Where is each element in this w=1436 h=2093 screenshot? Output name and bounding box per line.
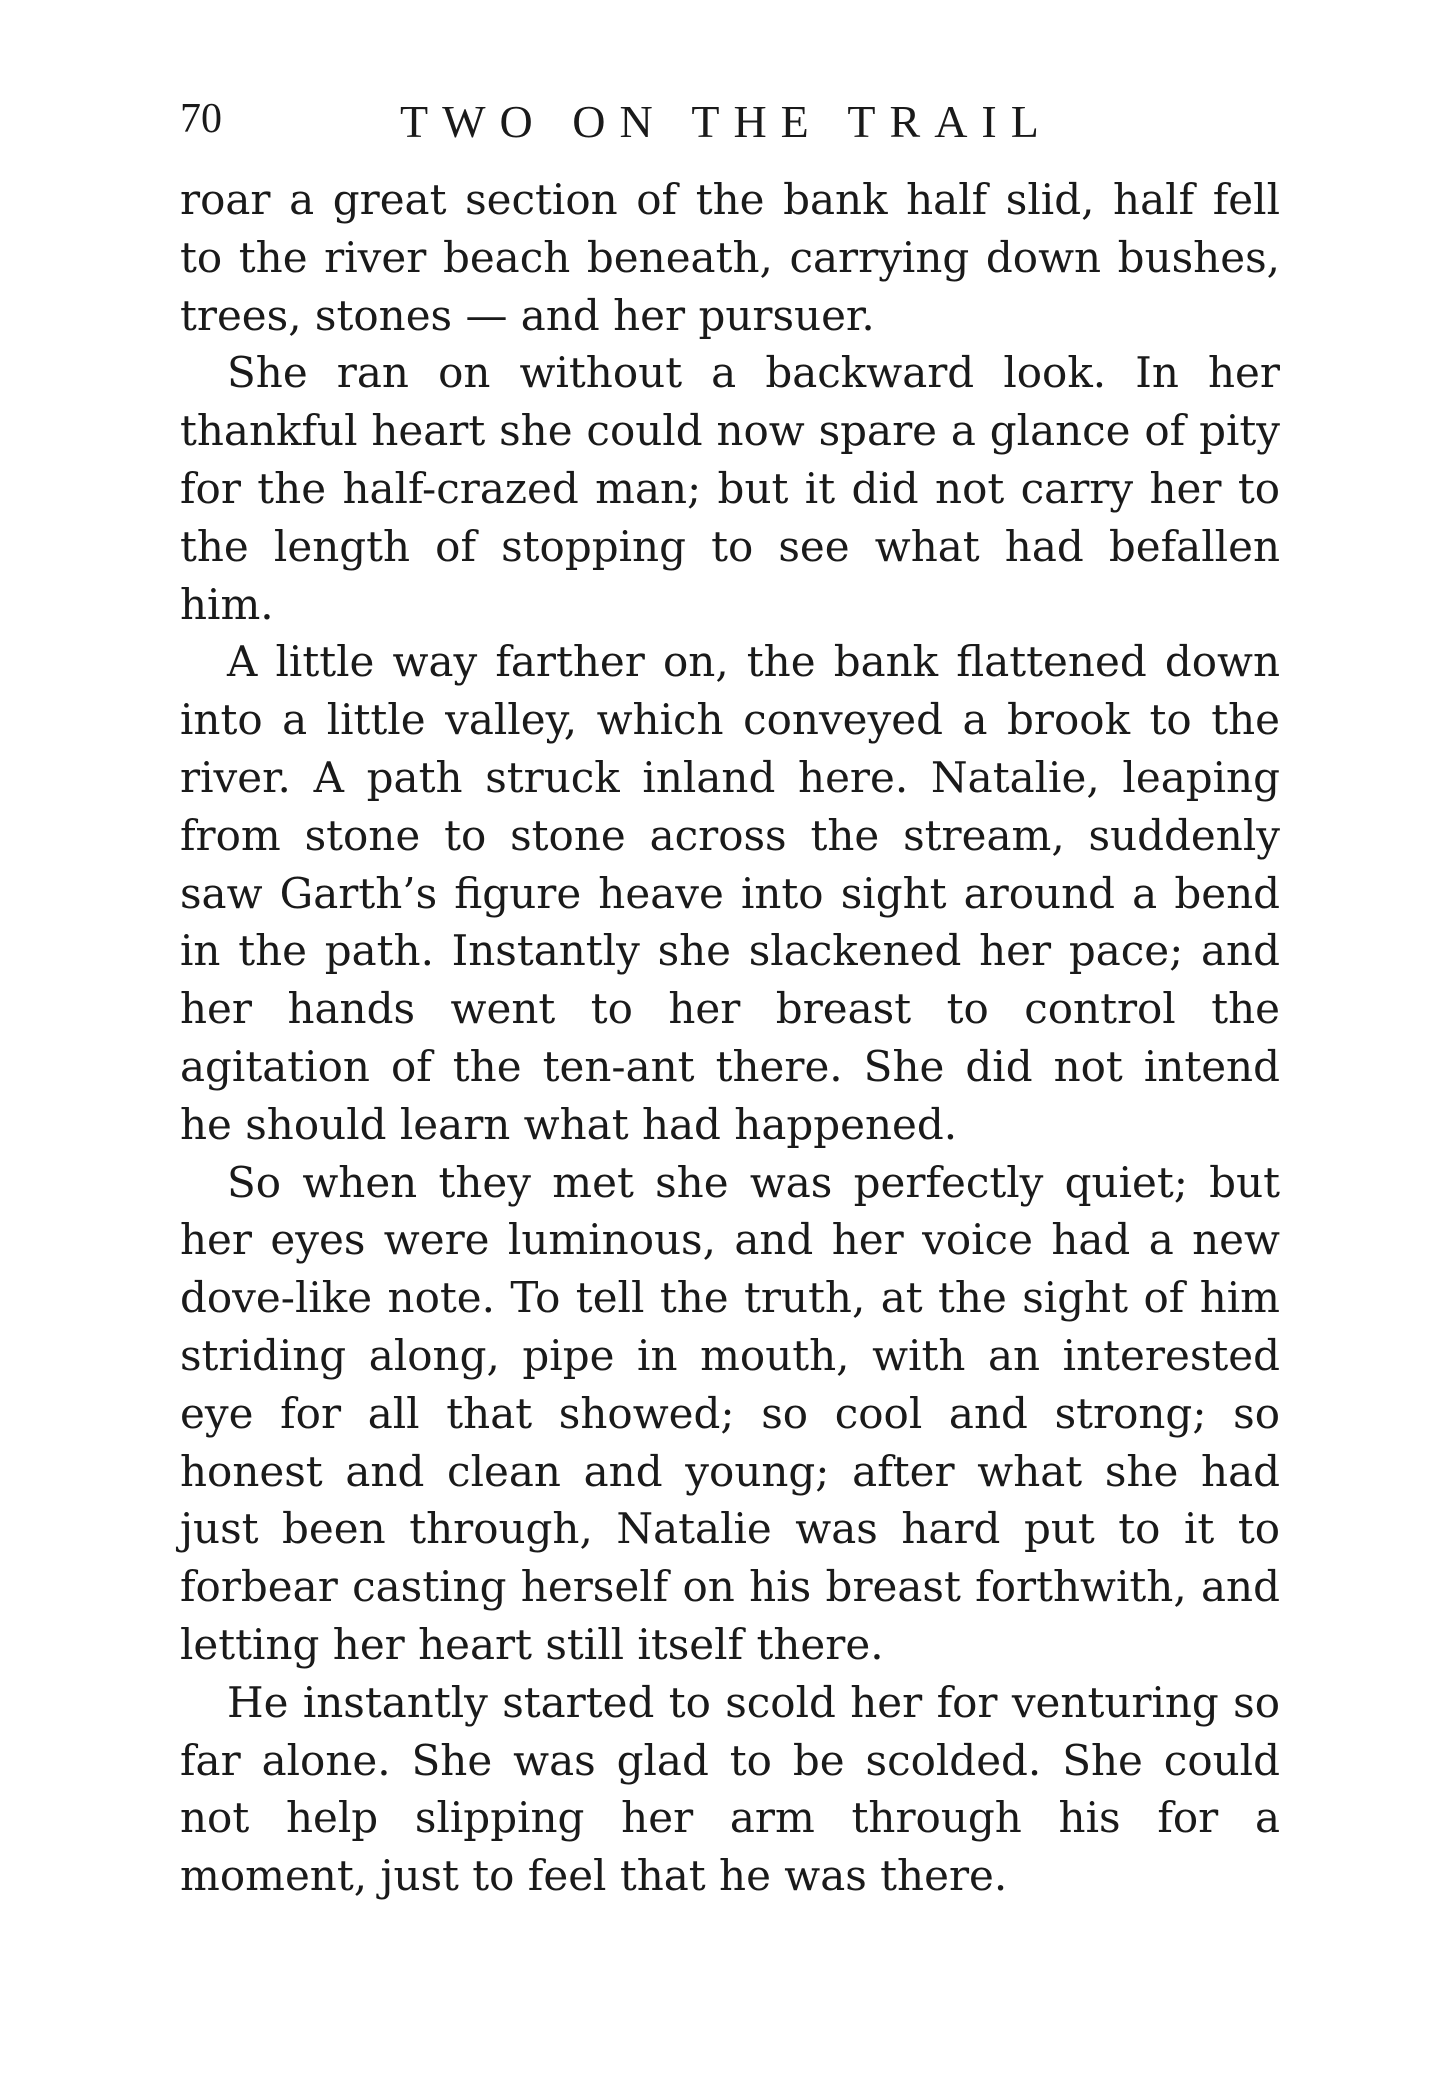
running-title: TWO ON THE TRAIL (400, 96, 1053, 147)
paragraph: A little way farther on, the bank flattened down into a little valley, which conveyed a brook to the river. A path struck inland here. Natalie, leaping from stone to stone across the stream, suddenly saw Garth’s figure heave into sight around a bend in the path. Instantly she slackened her pace; and her hands went to her breast to control the agitation of the ten-ant there. She did not intend he should learn what had happened. (180, 637, 1280, 1149)
page-number: 70 (180, 96, 222, 142)
book-page (180, 95, 1280, 1905)
running-head (180, 95, 1280, 151)
paragraph: So when they met she was perfectly quiet; but her eyes were luminous, and her voice had a new dove-like note. To tell the truth, at the sight of him striding along, pipe in mouth, with an interested eye for all that showed; so cool and strong; so honest and clean and young; after what she had just been through, Natalie was hard put to it to forbear casting herself on his breast forthwith, and letting her heart still itself there. (180, 1157, 1280, 1669)
paragraph-continued: roar a great section of the bank half slid, half fell to the river beach beneath, carrying down bushes, trees, stones — and her pursuer. (180, 175, 1280, 340)
body-text (180, 171, 1280, 1905)
paragraph: She ran on without a backward look. In her thankful heart she could now spare a glance of pity for the half-crazed man; but it did not carry her to the length of stopping to see what had befallen him. (180, 348, 1280, 629)
paragraph: He instantly started to scold her for venturing so far alone. She was glad to be scolded. She could not help slipping her arm through his for a moment, just to feel that he was there. (180, 1677, 1280, 1901)
